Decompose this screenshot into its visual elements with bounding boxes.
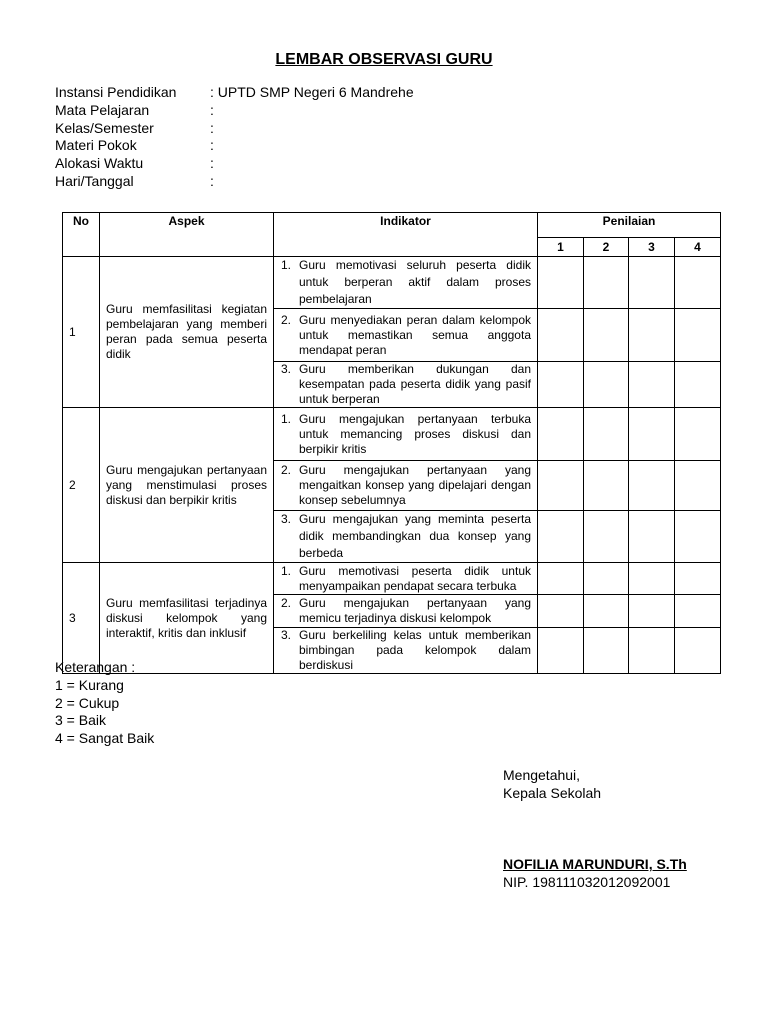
score-cell[interactable] [629, 257, 675, 309]
score-cell[interactable] [538, 257, 584, 309]
score-cell[interactable] [629, 563, 675, 595]
score-cell[interactable] [675, 628, 721, 674]
indicator-number: 2. [281, 596, 292, 610]
score-cell[interactable] [675, 408, 721, 461]
score-cell[interactable] [629, 309, 675, 362]
signature-position: Kepala Sekolah [503, 785, 602, 801]
score-cell[interactable] [675, 563, 721, 595]
indicator-number: 3. [281, 362, 292, 376]
indicator-number: 3. [281, 628, 292, 642]
info-label: Mata Pelajaran [55, 101, 150, 118]
indicator-text: Guru memotivasi peserta didik untuk menyampaikan pendapat secara terbuka [299, 563, 531, 593]
header-aspek: Aspek [100, 213, 274, 257]
info-value: : [210, 101, 214, 118]
indicator-text: Guru mengajukan yang meminta peserta didik membandingkan dua konsep yang berbeda [299, 512, 531, 560]
legend-item: 2 = Cukup [55, 694, 120, 711]
score-cell[interactable] [538, 595, 584, 628]
header-score-4: 4 [675, 238, 721, 257]
score-cell[interactable] [538, 362, 584, 408]
score-cell[interactable] [584, 309, 629, 362]
legend [55, 659, 154, 748]
signature-name: NOFILIA MARUNDURI, S.Th [503, 856, 687, 872]
score-cell[interactable] [675, 461, 721, 511]
score-cell[interactable] [584, 408, 629, 461]
indicator-cell [274, 595, 538, 628]
indicator-number: 2. [281, 463, 292, 477]
score-cell[interactable] [675, 362, 721, 408]
score-cell[interactable] [538, 408, 584, 461]
score-cell[interactable] [629, 628, 675, 674]
signature-acknowledge: Mengetahui, [503, 767, 581, 783]
indicator-number: 1. [281, 411, 292, 426]
indicator-text: Guru menyediakan peran dalam kelompok untuk memastikan semua anggota mendapat peran [299, 312, 531, 357]
score-cell[interactable] [538, 563, 584, 595]
indicator-cell [274, 628, 538, 674]
score-cell[interactable] [584, 511, 629, 563]
score-cell[interactable] [584, 628, 629, 674]
info-row-alokasi-waktu [55, 155, 414, 173]
legend-item: 4 = Sangat Baik [55, 730, 155, 747]
score-cell[interactable] [675, 511, 721, 563]
row-number: 3 [63, 563, 100, 674]
indicator-text: Guru berkeliling kelas untuk memberikan bimbingan pada kelompok dalam berdiskusi [299, 628, 531, 672]
observation-table [62, 212, 721, 674]
indicator-text: Guru memotivasi seluruh peserta didik untuk berperan aktif dalam proses pembelajaran [299, 258, 531, 306]
legend-title: Keterangan : [55, 659, 136, 675]
score-cell[interactable] [538, 511, 584, 563]
info-value: : [210, 172, 214, 189]
table-row [63, 257, 721, 309]
info-row-kelas-semester [55, 120, 414, 138]
row-number: 1 [63, 257, 100, 408]
info-value: : [210, 137, 214, 154]
row-number: 2 [63, 408, 100, 563]
page-title: LEMBAR OBSERVASI GURU [275, 51, 493, 68]
info-label: Kelas/Semester [55, 119, 154, 136]
indicator-cell [274, 408, 538, 461]
header-score-3: 3 [629, 238, 675, 257]
info-value: : [210, 155, 214, 172]
score-cell[interactable] [584, 362, 629, 408]
score-cell[interactable] [538, 461, 584, 511]
aspek-text: Guru memfasilitasi terjadinya diskusi kelompok yang interaktif, kritis dan inklusif [100, 563, 274, 674]
table-row [63, 563, 721, 595]
score-cell[interactable] [584, 595, 629, 628]
score-cell[interactable] [538, 309, 584, 362]
info-label: Hari/Tanggal [55, 172, 134, 189]
info-value: : UPTD SMP Negeri 6 Mandrehe [210, 84, 414, 100]
info-label: Alokasi Waktu [55, 155, 144, 172]
indicator-number: 1. [281, 563, 292, 578]
score-cell[interactable] [538, 628, 584, 674]
legend-item: 1 = Kurang [55, 676, 124, 693]
info-row-hari-tanggal [55, 173, 414, 191]
identity-info [55, 84, 414, 191]
score-cell[interactable] [629, 408, 675, 461]
info-label: Instansi Pendidikan [55, 84, 177, 100]
score-cell[interactable] [584, 563, 629, 595]
score-cell[interactable] [675, 257, 721, 309]
indicator-cell [274, 309, 538, 362]
indicator-text: Guru mengajukan pertanyaan terbuka untuk memancing proses diskusi dan berpikir kritis [299, 411, 531, 456]
signature-nip: NIP. 198111032012092001 [503, 874, 671, 890]
info-label: Materi Pokok [55, 137, 137, 154]
aspek-text: Guru memfasilitasi kegiatan pembelajaran yang memberi peran pada semua peserta didik [100, 257, 274, 408]
indicator-number: 3. [281, 512, 292, 526]
header-indikator: Indikator [274, 213, 538, 257]
score-cell[interactable] [629, 461, 675, 511]
indicator-cell [274, 511, 538, 563]
score-cell[interactable] [584, 461, 629, 511]
indicator-cell [274, 563, 538, 595]
indicator-cell [274, 461, 538, 511]
indicator-number: 2. [281, 312, 292, 327]
info-row-materi-pokok [55, 137, 414, 155]
indicator-cell [274, 257, 538, 309]
score-cell[interactable] [584, 257, 629, 309]
score-cell[interactable] [629, 511, 675, 563]
header-score-1: 1 [538, 238, 584, 257]
score-cell[interactable] [629, 362, 675, 408]
legend-item: 3 = Baik [55, 712, 106, 729]
score-cell[interactable] [629, 595, 675, 628]
indicator-text: Guru mengajukan pertanyaan yang memicu terjadinya diskusi kelompok [299, 596, 531, 625]
info-value: : [210, 119, 214, 136]
info-row-instansi [55, 84, 414, 102]
score-cell[interactable] [675, 309, 721, 362]
header-score-2: 2 [584, 238, 629, 257]
indicator-cell [274, 362, 538, 408]
header-penilaian: Penilaian [538, 213, 721, 238]
header-no: No [63, 213, 100, 257]
indicator-number: 1. [281, 258, 292, 272]
indicator-text: Guru mengajukan pertanyaan yang mengaitkan konsep yang dipelajari dengan konsep sebelumnya [299, 463, 531, 507]
score-cell[interactable] [675, 595, 721, 628]
signature-block [503, 766, 687, 891]
table-row [63, 408, 721, 461]
aspek-text: Guru mengajukan pertanyaan yang menstimulasi proses diskusi dan berpikir kritis [100, 408, 274, 563]
info-row-mata-pelajaran [55, 102, 414, 120]
indicator-text: Guru memberikan dukungan dan kesempatan pada peserta didik yang pasif untuk berperan [299, 362, 531, 406]
